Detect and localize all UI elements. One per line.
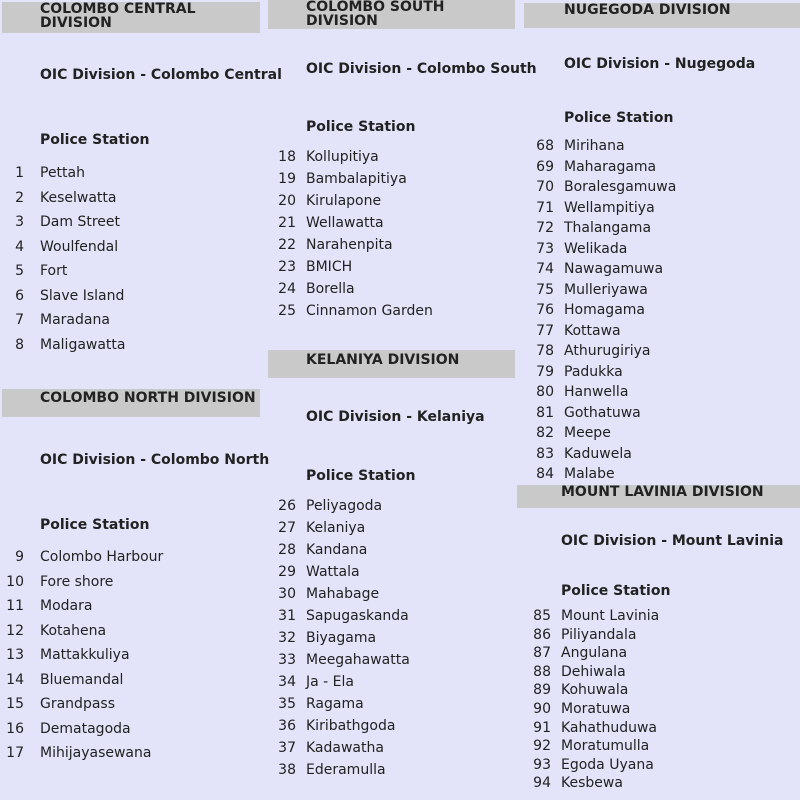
station-name: Maharagama bbox=[564, 158, 657, 175]
station-row bbox=[266, 675, 517, 691]
station-number: 11 bbox=[6, 598, 24, 614]
station-name: Dam Street bbox=[40, 214, 120, 230]
police-station-heading: Police Station bbox=[564, 110, 674, 126]
station-name: Kiribathgoda bbox=[306, 718, 396, 734]
station-name: Homagama bbox=[564, 302, 645, 318]
station-number: 85 bbox=[533, 608, 551, 624]
station-number: 2 bbox=[15, 189, 24, 206]
station-row bbox=[266, 260, 517, 276]
station-row bbox=[515, 139, 800, 155]
station-number: 7 bbox=[15, 312, 24, 328]
station-number: 20 bbox=[278, 193, 296, 209]
station-name: Mahabage bbox=[306, 586, 380, 602]
station-number: 12 bbox=[6, 622, 24, 639]
station-name: Padukka bbox=[564, 363, 623, 380]
station-name: Welikada bbox=[564, 240, 628, 257]
station-name: Ja - Ela bbox=[306, 674, 354, 690]
station-number: 83 bbox=[536, 445, 554, 462]
station-number: 93 bbox=[533, 756, 551, 773]
division-title-banner: COLOMBO CENTRAL DIVISION bbox=[2, 2, 260, 33]
station-name: Borella bbox=[306, 281, 355, 297]
station-number: 36 bbox=[278, 718, 296, 734]
station-row bbox=[515, 739, 800, 755]
station-name: Cinnamon Garden bbox=[306, 303, 433, 319]
station-number: 88 bbox=[533, 663, 551, 680]
station-number: 4 bbox=[15, 238, 24, 255]
station-name: Meepe bbox=[564, 425, 611, 441]
station-number: 90 bbox=[533, 701, 551, 717]
station-number: 18 bbox=[278, 149, 296, 165]
station-row bbox=[0, 289, 262, 305]
station-name: Kelaniya bbox=[306, 520, 366, 536]
station-name: Grandpass bbox=[40, 696, 115, 712]
station-row bbox=[0, 264, 262, 280]
station-number: 8 bbox=[15, 336, 24, 353]
station-name: Keselwatta bbox=[40, 189, 117, 206]
station-name: Mirihana bbox=[564, 138, 625, 154]
station-number: 33 bbox=[278, 652, 296, 668]
station-name: Ederamulla bbox=[306, 762, 386, 778]
station-row bbox=[0, 624, 262, 640]
station-row bbox=[266, 631, 517, 647]
station-row bbox=[515, 665, 800, 681]
station-name: Piliyandala bbox=[561, 626, 637, 643]
station-name: Bluemandal bbox=[40, 671, 124, 688]
station-number: 15 bbox=[6, 696, 24, 712]
police-station-heading: Police Station bbox=[561, 583, 671, 599]
station-number: 3 bbox=[15, 214, 24, 230]
station-number: 1 bbox=[15, 165, 24, 181]
station-row bbox=[515, 467, 800, 483]
station-row bbox=[515, 702, 800, 718]
station-name: Kirulapone bbox=[306, 193, 382, 209]
station-name: Fore shore bbox=[40, 573, 114, 590]
station-name: Kaduwela bbox=[564, 445, 632, 462]
station-row bbox=[266, 282, 517, 298]
station-name: Boralesgamuwa bbox=[564, 179, 677, 195]
station-row bbox=[515, 324, 800, 340]
station-number: 91 bbox=[533, 719, 551, 736]
station-number: 31 bbox=[278, 608, 296, 624]
police-station-heading: Police Station bbox=[306, 468, 416, 484]
station-number: 21 bbox=[278, 215, 296, 231]
station-row bbox=[0, 575, 262, 591]
station-row bbox=[266, 194, 517, 210]
station-name: Gothatuwa bbox=[564, 404, 641, 421]
station-number: 13 bbox=[6, 647, 24, 663]
station-name: BMICH bbox=[306, 259, 353, 275]
station-name: Mattakkuliya bbox=[40, 647, 130, 663]
station-row bbox=[0, 215, 262, 231]
station-row bbox=[266, 499, 517, 515]
station-name: Sapugaskanda bbox=[306, 608, 409, 624]
station-row bbox=[266, 763, 517, 779]
station-row bbox=[515, 447, 800, 463]
station-row bbox=[515, 180, 800, 196]
station-row bbox=[515, 609, 800, 625]
station-row bbox=[0, 746, 262, 762]
station-number: 73 bbox=[536, 240, 554, 257]
station-row bbox=[515, 201, 800, 217]
station-name: Angulana bbox=[561, 645, 628, 662]
station-number: 76 bbox=[536, 302, 554, 318]
station-row bbox=[266, 521, 517, 537]
station-number: 32 bbox=[278, 630, 296, 646]
station-number: 71 bbox=[536, 199, 554, 216]
station-name: Bambalapitiya bbox=[306, 171, 407, 187]
division-title-banner: MOUNT LAVINIA DIVISION bbox=[517, 485, 800, 508]
station-row bbox=[0, 191, 262, 207]
station-name: Wattala bbox=[306, 564, 360, 580]
station-row bbox=[266, 238, 517, 254]
station-name: Wellawatta bbox=[306, 215, 384, 231]
station-number: 37 bbox=[278, 740, 296, 756]
station-number: 16 bbox=[6, 720, 24, 737]
station-number: 81 bbox=[536, 404, 554, 421]
station-name: Kesbewa bbox=[561, 775, 623, 792]
station-name: Meegahawatta bbox=[306, 652, 410, 668]
station-name: Athurugiriya bbox=[564, 343, 651, 359]
station-row bbox=[0, 313, 262, 329]
station-row bbox=[266, 172, 517, 188]
station-name: Hanwella bbox=[564, 384, 629, 400]
station-number: 28 bbox=[278, 542, 296, 558]
station-number: 26 bbox=[278, 498, 296, 514]
station-number: 23 bbox=[278, 259, 296, 275]
station-name: Kollupitiya bbox=[306, 149, 379, 165]
station-row bbox=[0, 673, 262, 689]
division-title-banner: COLOMBO SOUTH DIVISION bbox=[268, 0, 515, 29]
station-number: 24 bbox=[278, 281, 296, 297]
station-number: 75 bbox=[536, 281, 554, 298]
station-number: 69 bbox=[536, 158, 554, 175]
police-station-heading: Police Station bbox=[40, 517, 150, 533]
station-name: Modara bbox=[40, 598, 93, 614]
station-name: Slave Island bbox=[40, 287, 125, 304]
station-row bbox=[515, 160, 800, 176]
station-number: 25 bbox=[278, 303, 296, 319]
station-name: Mount Lavinia bbox=[561, 608, 660, 624]
oic-heading: OIC Division - Colombo South bbox=[306, 61, 537, 77]
division-title-banner: KELANIYA DIVISION bbox=[268, 350, 515, 378]
station-number: 89 bbox=[533, 682, 551, 699]
station-number: 35 bbox=[278, 696, 296, 712]
station-name: Wellampitiya bbox=[564, 199, 655, 216]
station-name: Kahathuduwa bbox=[561, 719, 657, 736]
station-name: Mulleriyawa bbox=[564, 281, 648, 298]
station-name: Malabe bbox=[564, 466, 615, 482]
station-row bbox=[515, 776, 800, 792]
station-number: 14 bbox=[6, 671, 24, 688]
station-row bbox=[515, 344, 800, 360]
station-row bbox=[0, 697, 262, 713]
station-row bbox=[0, 166, 262, 182]
station-number: 84 bbox=[536, 466, 554, 482]
station-row bbox=[0, 240, 262, 256]
station-row bbox=[515, 646, 800, 662]
station-name: Nawagamuwa bbox=[564, 261, 664, 277]
station-row bbox=[266, 587, 517, 603]
station-number: 92 bbox=[533, 738, 551, 755]
station-row bbox=[0, 550, 262, 566]
division-title-banner: COLOMBO NORTH DIVISION bbox=[2, 389, 260, 417]
station-name: Maradana bbox=[40, 312, 110, 328]
station-number: 74 bbox=[536, 261, 554, 277]
station-name: Pettah bbox=[40, 165, 85, 181]
station-number: 82 bbox=[536, 425, 554, 441]
station-row bbox=[266, 741, 517, 757]
station-row bbox=[515, 221, 800, 237]
station-row bbox=[515, 303, 800, 319]
station-number: 70 bbox=[536, 179, 554, 195]
police-station-heading: Police Station bbox=[40, 132, 150, 148]
station-row bbox=[515, 365, 800, 381]
station-name: Kohuwala bbox=[561, 682, 629, 699]
station-number: 34 bbox=[278, 674, 296, 690]
station-name: Dehiwala bbox=[561, 663, 626, 680]
station-number: 77 bbox=[536, 322, 554, 339]
station-row bbox=[515, 758, 800, 774]
station-number: 80 bbox=[536, 384, 554, 400]
oic-heading: OIC Division - Colombo Central bbox=[40, 67, 282, 83]
station-row bbox=[266, 565, 517, 581]
station-row bbox=[515, 283, 800, 299]
station-row bbox=[266, 543, 517, 559]
station-number: 79 bbox=[536, 363, 554, 380]
station-name: Kottawa bbox=[564, 322, 621, 339]
station-row bbox=[266, 653, 517, 669]
station-number: 6 bbox=[15, 287, 24, 304]
station-number: 38 bbox=[278, 762, 296, 778]
station-name: Peliyagoda bbox=[306, 498, 383, 514]
station-row bbox=[515, 426, 800, 442]
station-number: 78 bbox=[536, 343, 554, 359]
station-row bbox=[515, 628, 800, 644]
division-title-banner: NUGEGODA DIVISION bbox=[524, 3, 800, 28]
station-number: 5 bbox=[15, 263, 24, 279]
station-name: Maligawatta bbox=[40, 336, 126, 353]
station-number: 19 bbox=[278, 171, 296, 187]
station-name: Thalangama bbox=[564, 220, 652, 236]
station-name: Moratumulla bbox=[561, 738, 650, 755]
station-name: Narahenpita bbox=[306, 237, 393, 253]
station-row bbox=[515, 406, 800, 422]
station-row bbox=[266, 304, 517, 320]
station-number: 29 bbox=[278, 564, 296, 580]
station-number: 68 bbox=[536, 138, 554, 154]
station-row bbox=[0, 648, 262, 664]
station-number: 22 bbox=[278, 237, 296, 253]
station-name: Fort bbox=[40, 263, 68, 279]
station-name: Colombo Harbour bbox=[40, 549, 164, 565]
station-name: Biyagama bbox=[306, 630, 377, 646]
station-row bbox=[515, 721, 800, 737]
station-number: 30 bbox=[278, 586, 296, 602]
station-number: 94 bbox=[533, 775, 551, 792]
station-number: 10 bbox=[6, 573, 24, 590]
oic-heading: OIC Division - Mount Lavinia bbox=[561, 533, 784, 549]
station-row bbox=[0, 338, 262, 354]
station-name: Dematagoda bbox=[40, 720, 131, 737]
station-name: Moratuwa bbox=[561, 701, 631, 717]
station-name: Kandana bbox=[306, 542, 368, 558]
station-row bbox=[266, 609, 517, 625]
station-name: Kotahena bbox=[40, 622, 107, 639]
station-number: 17 bbox=[6, 745, 24, 761]
police-station-heading: Police Station bbox=[306, 119, 416, 135]
station-name: Woulfendal bbox=[40, 238, 119, 255]
station-number: 87 bbox=[533, 645, 551, 662]
station-row bbox=[266, 719, 517, 735]
oic-heading: OIC Division - Nugegoda bbox=[564, 56, 756, 72]
station-number: 72 bbox=[536, 220, 554, 236]
station-name: Kadawatha bbox=[306, 740, 384, 756]
station-name: Egoda Uyana bbox=[561, 756, 654, 773]
station-number: 27 bbox=[278, 520, 296, 536]
station-row bbox=[515, 262, 800, 278]
station-row bbox=[266, 150, 517, 166]
station-number: 9 bbox=[15, 549, 24, 565]
station-row bbox=[515, 385, 800, 401]
station-row bbox=[0, 599, 262, 615]
oic-heading: OIC Division - Colombo North bbox=[40, 452, 270, 468]
oic-heading: OIC Division - Kelaniya bbox=[306, 409, 485, 425]
station-row bbox=[266, 216, 517, 232]
station-number: 86 bbox=[533, 626, 551, 643]
station-row bbox=[0, 722, 262, 738]
station-row bbox=[515, 242, 800, 258]
station-row bbox=[266, 697, 517, 713]
station-name: Ragama bbox=[306, 696, 364, 712]
station-name: Mihijayasewana bbox=[40, 745, 152, 761]
station-row bbox=[515, 683, 800, 699]
